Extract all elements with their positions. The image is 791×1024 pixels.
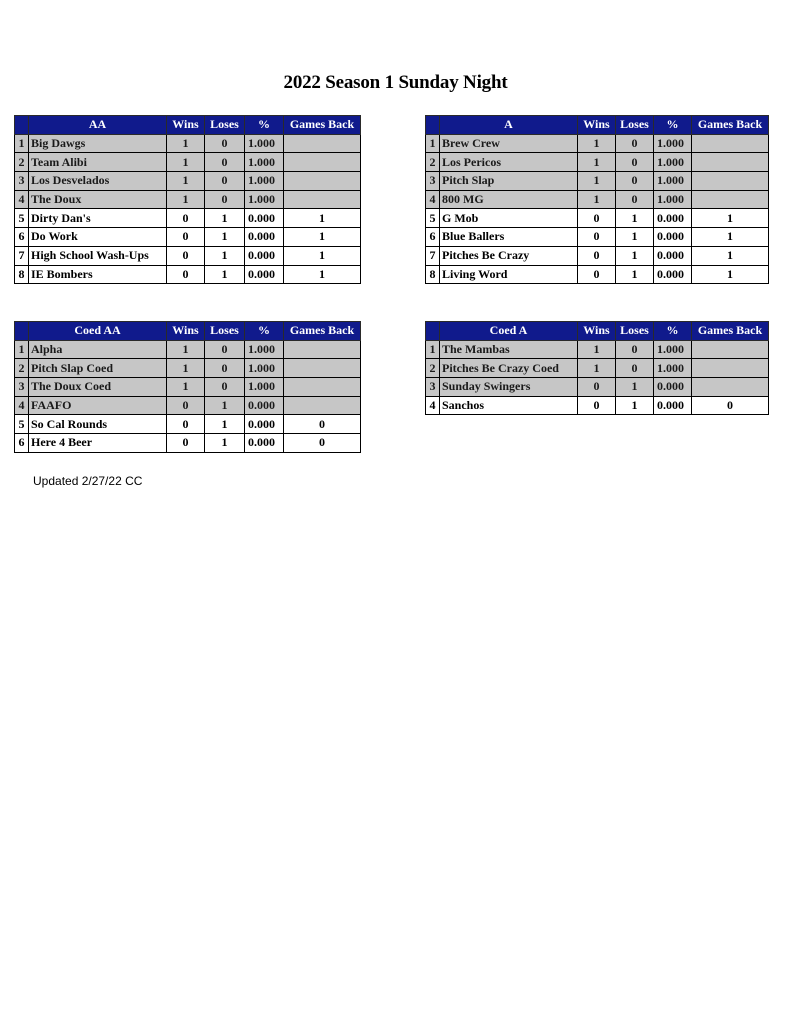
- team-name-cell: Blue Ballers: [440, 228, 578, 247]
- loses-cell: 0: [616, 190, 654, 209]
- rank-cell: 7: [15, 246, 29, 265]
- games-back-cell: [284, 153, 361, 172]
- loses-cell: 0: [616, 134, 654, 153]
- wins-cell: 0: [167, 415, 205, 434]
- games-back-cell: [284, 172, 361, 191]
- rank-cell: 1: [15, 340, 29, 359]
- standings-table-coed-aa: [14, 321, 361, 453]
- wins-header: Wins: [167, 116, 205, 135]
- table-row: [426, 228, 769, 247]
- rank-cell: 8: [426, 265, 440, 284]
- wins-cell: 1: [167, 359, 205, 378]
- rank-cell: 2: [426, 153, 440, 172]
- table-header-row: [426, 116, 769, 135]
- pct-cell: 0.000: [245, 415, 284, 434]
- pct-cell: 1.000: [654, 190, 692, 209]
- games-back-cell: [692, 134, 769, 153]
- table-header-row: [15, 116, 361, 135]
- wins-cell: 1: [578, 134, 616, 153]
- games-back-cell: [692, 359, 769, 378]
- table-row: [426, 265, 769, 284]
- team-name-cell: Big Dawgs: [29, 134, 167, 153]
- games-back-cell: 1: [692, 246, 769, 265]
- pct-cell: 0.000: [245, 434, 284, 453]
- pct-cell: 1.000: [245, 359, 284, 378]
- wins-cell: 1: [167, 172, 205, 191]
- games-back-header: Games Back: [692, 116, 769, 135]
- loses-cell: 1: [616, 228, 654, 247]
- table-row: [15, 134, 361, 153]
- team-name-cell: Pitches Be Crazy Coed: [440, 359, 578, 378]
- loses-cell: 0: [205, 340, 245, 359]
- rank-cell: 4: [15, 190, 29, 209]
- rank-cell: 6: [15, 228, 29, 247]
- pct-cell: 1.000: [654, 340, 692, 359]
- games-back-cell: 0: [692, 396, 769, 415]
- games-back-cell: 0: [284, 434, 361, 453]
- wins-cell: 1: [578, 153, 616, 172]
- pct-cell: 0.000: [654, 265, 692, 284]
- loses-cell: 1: [616, 209, 654, 228]
- loses-header: Loses: [616, 322, 654, 341]
- pct-cell: 0.000: [654, 209, 692, 228]
- wins-cell: 0: [167, 396, 205, 415]
- games-back-cell: 1: [284, 228, 361, 247]
- standings-table-coed-a: [425, 321, 769, 415]
- games-back-cell: [692, 340, 769, 359]
- loses-cell: 0: [616, 172, 654, 191]
- rank-header: [15, 116, 29, 135]
- games-back-header: Games Back: [284, 116, 361, 135]
- loses-cell: 1: [205, 228, 245, 247]
- pct-cell: 1.000: [245, 190, 284, 209]
- wins-cell: 0: [167, 209, 205, 228]
- games-back-cell: [692, 153, 769, 172]
- pct-cell: 1.000: [245, 134, 284, 153]
- pct-cell: 0.000: [245, 246, 284, 265]
- games-back-cell: [284, 378, 361, 397]
- table-row: [15, 246, 361, 265]
- table-row: [426, 190, 769, 209]
- wins-cell: 1: [578, 190, 616, 209]
- rank-cell: 7: [426, 246, 440, 265]
- rank-cell: 6: [15, 434, 29, 453]
- rank-cell: 3: [15, 378, 29, 397]
- games-back-cell: 0: [284, 415, 361, 434]
- games-back-cell: 1: [284, 265, 361, 284]
- pct-header: %: [245, 116, 284, 135]
- team-name-cell: Pitches Be Crazy: [440, 246, 578, 265]
- wins-cell: 1: [167, 134, 205, 153]
- pct-cell: 0.000: [654, 396, 692, 415]
- rank-cell: 2: [426, 359, 440, 378]
- team-name-cell: Pitch Slap: [440, 172, 578, 191]
- rank-cell: 6: [426, 228, 440, 247]
- pct-cell: 1.000: [245, 340, 284, 359]
- loses-cell: 0: [616, 153, 654, 172]
- wins-header: Wins: [578, 322, 616, 341]
- team-name-cell: Living Word: [440, 265, 578, 284]
- pct-cell: 0.000: [654, 246, 692, 265]
- rank-cell: 5: [15, 209, 29, 228]
- table-row: [15, 340, 361, 359]
- table-row: [15, 359, 361, 378]
- loses-cell: 1: [205, 434, 245, 453]
- loses-cell: 1: [616, 246, 654, 265]
- wins-cell: 1: [167, 190, 205, 209]
- pct-cell: 0.000: [245, 396, 284, 415]
- loses-cell: 1: [616, 265, 654, 284]
- wins-cell: 0: [167, 434, 205, 453]
- table-row: [426, 153, 769, 172]
- wins-cell: 1: [578, 359, 616, 378]
- team-name-cell: Alpha: [29, 340, 167, 359]
- table-row: [15, 378, 361, 397]
- games-back-cell: 1: [284, 246, 361, 265]
- games-back-cell: [284, 359, 361, 378]
- loses-cell: 0: [205, 190, 245, 209]
- wins-cell: 0: [578, 265, 616, 284]
- rank-cell: 3: [426, 172, 440, 191]
- games-back-cell: [284, 190, 361, 209]
- pct-cell: 0.000: [245, 209, 284, 228]
- rank-cell: 2: [15, 153, 29, 172]
- wins-cell: 1: [578, 172, 616, 191]
- pct-header: %: [654, 116, 692, 135]
- wins-cell: 0: [167, 228, 205, 247]
- wins-cell: 0: [167, 265, 205, 284]
- games-back-cell: 1: [692, 228, 769, 247]
- team-name-cell: 800 MG: [440, 190, 578, 209]
- games-back-header: Games Back: [284, 322, 361, 341]
- rank-cell: 4: [426, 396, 440, 415]
- pct-cell: 1.000: [245, 153, 284, 172]
- team-name-cell: Sanchos: [440, 396, 578, 415]
- wins-cell: 0: [167, 246, 205, 265]
- wins-cell: 0: [578, 378, 616, 397]
- team-name-cell: Team Alibi: [29, 153, 167, 172]
- loses-cell: 0: [205, 172, 245, 191]
- table-row: [426, 172, 769, 191]
- division-header: Coed A: [440, 322, 578, 341]
- rank-cell: 5: [15, 415, 29, 434]
- team-name-cell: Do Work: [29, 228, 167, 247]
- team-name-cell: Los Pericos: [440, 153, 578, 172]
- pct-cell: 1.000: [245, 172, 284, 191]
- loses-cell: 1: [205, 415, 245, 434]
- team-name-cell: So Cal Rounds: [29, 415, 167, 434]
- division-header: A: [440, 116, 578, 135]
- rank-header: [426, 116, 440, 135]
- pct-cell: 1.000: [654, 359, 692, 378]
- pct-cell: 0.000: [245, 228, 284, 247]
- rank-cell: 2: [15, 359, 29, 378]
- games-back-cell: 1: [692, 209, 769, 228]
- rank-header: [15, 322, 29, 341]
- table-row: [15, 172, 361, 191]
- games-back-header: Games Back: [692, 322, 769, 341]
- games-back-cell: [284, 340, 361, 359]
- pct-cell: 1.000: [245, 378, 284, 397]
- pct-cell: 1.000: [654, 153, 692, 172]
- pct-cell: 1.000: [654, 134, 692, 153]
- loses-cell: 0: [205, 153, 245, 172]
- table-row: [15, 396, 361, 415]
- pct-cell: 0.000: [654, 228, 692, 247]
- loses-header: Loses: [616, 116, 654, 135]
- team-name-cell: The Mambas: [440, 340, 578, 359]
- table-row: [426, 246, 769, 265]
- table-row: [15, 190, 361, 209]
- loses-cell: 0: [616, 340, 654, 359]
- table-row: [426, 378, 769, 397]
- team-name-cell: Here 4 Beer: [29, 434, 167, 453]
- rank-cell: 1: [426, 134, 440, 153]
- division-header: Coed AA: [29, 322, 167, 341]
- loses-cell: 0: [205, 134, 245, 153]
- wins-cell: 0: [578, 396, 616, 415]
- wins-header: Wins: [167, 322, 205, 341]
- wins-cell: 0: [578, 246, 616, 265]
- loses-header: Loses: [205, 322, 245, 341]
- loses-cell: 1: [616, 378, 654, 397]
- rank-cell: 3: [15, 172, 29, 191]
- standings-table-aa: [14, 115, 361, 284]
- team-name-cell: Sunday Swingers: [440, 378, 578, 397]
- rank-cell: 4: [15, 396, 29, 415]
- table-row: [15, 209, 361, 228]
- wins-cell: 1: [578, 340, 616, 359]
- table-row: [15, 415, 361, 434]
- team-name-cell: Brew Crew: [440, 134, 578, 153]
- team-name-cell: The Doux: [29, 190, 167, 209]
- wins-cell: 1: [167, 378, 205, 397]
- updated-note: Updated 2/27/22 CC: [33, 474, 143, 488]
- table-row: [15, 153, 361, 172]
- table-row: [15, 265, 361, 284]
- loses-cell: 1: [205, 246, 245, 265]
- loses-cell: 1: [205, 209, 245, 228]
- table-row: [15, 228, 361, 247]
- pct-cell: 0.000: [654, 378, 692, 397]
- loses-cell: 0: [616, 359, 654, 378]
- team-name-cell: Pitch Slap Coed: [29, 359, 167, 378]
- loses-cell: 1: [616, 396, 654, 415]
- wins-header: Wins: [578, 116, 616, 135]
- table-row: [426, 359, 769, 378]
- rank-header: [426, 322, 440, 341]
- table-header-row: [426, 322, 769, 341]
- table-row: [426, 209, 769, 228]
- games-back-cell: [692, 190, 769, 209]
- games-back-cell: 1: [284, 209, 361, 228]
- team-name-cell: High School Wash-Ups: [29, 246, 167, 265]
- team-name-cell: The Doux Coed: [29, 378, 167, 397]
- games-back-cell: 1: [692, 265, 769, 284]
- games-back-cell: [284, 396, 361, 415]
- wins-cell: 1: [167, 340, 205, 359]
- loses-cell: 0: [205, 378, 245, 397]
- pct-cell: 0.000: [245, 265, 284, 284]
- pct-cell: 1.000: [654, 172, 692, 191]
- loses-cell: 1: [205, 396, 245, 415]
- standings-table-a: [425, 115, 769, 284]
- table-row: [426, 134, 769, 153]
- wins-cell: 0: [578, 228, 616, 247]
- rank-cell: 1: [426, 340, 440, 359]
- team-name-cell: Los Desvelados: [29, 172, 167, 191]
- division-header: AA: [29, 116, 167, 135]
- pct-header: %: [245, 322, 284, 341]
- rank-cell: 4: [426, 190, 440, 209]
- games-back-cell: [284, 134, 361, 153]
- table-row: [15, 434, 361, 453]
- team-name-cell: IE Bombers: [29, 265, 167, 284]
- table-header-row: [15, 322, 361, 341]
- pct-header: %: [654, 322, 692, 341]
- games-back-cell: [692, 172, 769, 191]
- table-row: [426, 340, 769, 359]
- loses-cell: 1: [205, 265, 245, 284]
- rank-cell: 3: [426, 378, 440, 397]
- wins-cell: 1: [167, 153, 205, 172]
- games-back-cell: [692, 378, 769, 397]
- loses-cell: 0: [205, 359, 245, 378]
- wins-cell: 0: [578, 209, 616, 228]
- rank-cell: 5: [426, 209, 440, 228]
- rank-cell: 1: [15, 134, 29, 153]
- team-name-cell: FAAFO: [29, 396, 167, 415]
- team-name-cell: G Mob: [440, 209, 578, 228]
- rank-cell: 8: [15, 265, 29, 284]
- page-title: 2022 Season 1 Sunday Night: [283, 72, 508, 93]
- team-name-cell: Dirty Dan's: [29, 209, 167, 228]
- loses-header: Loses: [205, 116, 245, 135]
- table-row: [426, 396, 769, 415]
